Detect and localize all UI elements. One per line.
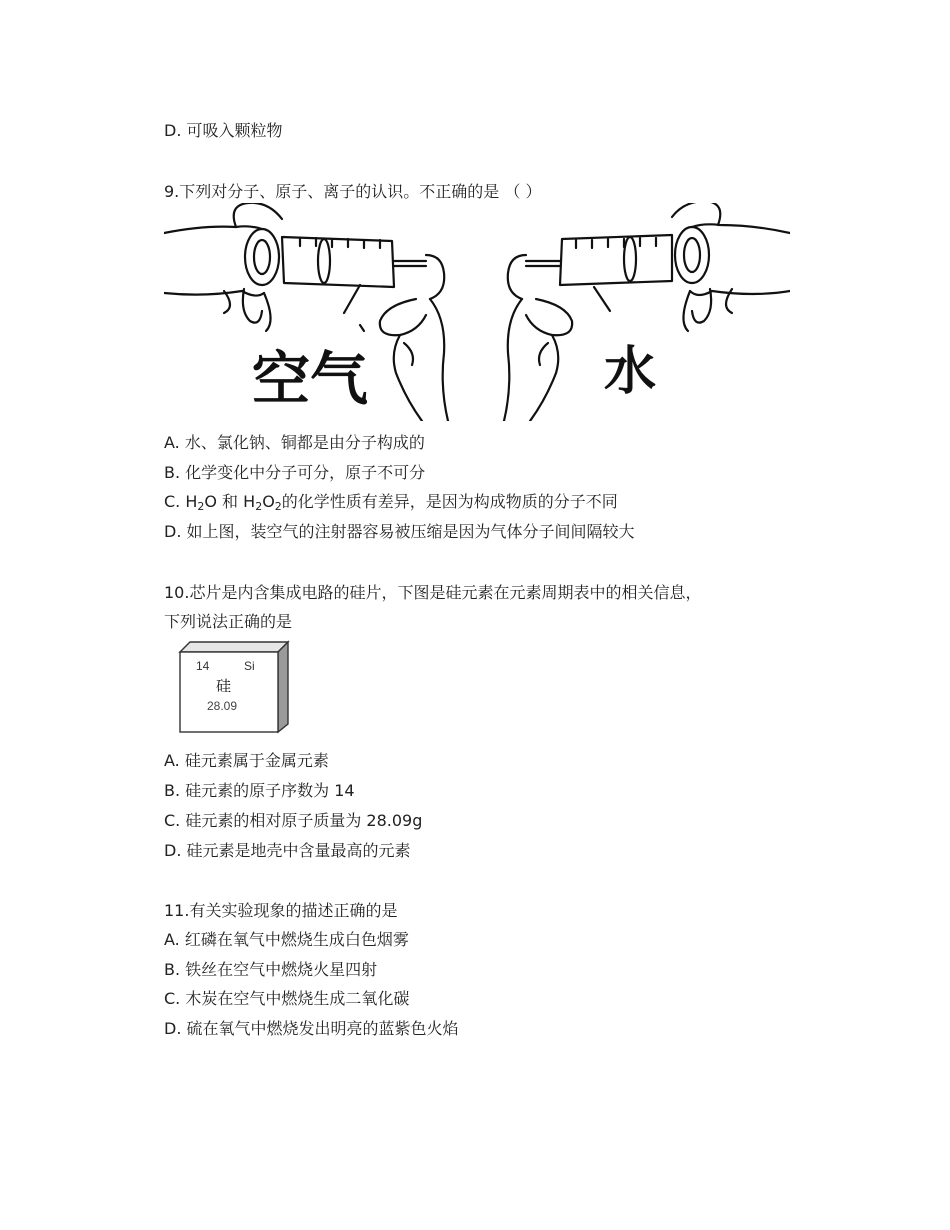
element-symbol: Si xyxy=(244,659,255,673)
q10-stem-line2: 下列说法正确的是 xyxy=(164,612,293,631)
right-figure-label: 水 xyxy=(604,341,657,402)
q10-option-b: B. 硅元素的原子序数为 14 xyxy=(164,781,355,800)
q10-option-c: C. 硅元素的相对原子质量为 28.09g xyxy=(164,811,423,830)
atomic-mass: 28.09 xyxy=(207,699,238,713)
q9-option-d: D. 如上图，装空气的注射器容易被压缩是因为气体分子间间隔较大 xyxy=(164,522,635,541)
q8-option-d: D. 可吸入颗粒物 xyxy=(164,121,283,140)
q10-option-d: D. 硅元素是地壳中含量最高的元素 xyxy=(164,841,411,860)
q10-stem-line1: 10.芯片是内含集成电路的硅片，下图是硅元素在元素周期表中的相关信息， xyxy=(164,583,702,602)
q11-option-c: C. 木炭在空气中燃烧生成二氧化碳 xyxy=(164,989,410,1008)
silicon-element-card xyxy=(176,640,290,734)
element-name: 硅 xyxy=(216,677,232,695)
q9-stem: 9.下列对分子、原子、离子的认识。不正确的是 （ ） xyxy=(164,182,542,201)
q11-stem: 11.有关实验现象的描述正确的是 xyxy=(164,901,398,920)
q11-option-b: B. 铁丝在空气中燃烧火星四射 xyxy=(164,960,378,979)
syringe-compression-figure xyxy=(164,203,790,421)
atomic-number: 14 xyxy=(196,659,210,673)
q11-option-d: D. 硫在氧气中燃烧发出明亮的蓝紫色火焰 xyxy=(164,1019,459,1038)
left-figure-label: 空气 xyxy=(252,345,369,413)
q11-option-a: A. 红磷在氧气中燃烧生成白色烟雾 xyxy=(164,930,409,949)
q10-option-a: A. 硅元素属于金属元素 xyxy=(164,751,329,770)
q9-option-c: C. $H_2O$ 和 $H_2O_2$的化学性质有差异，是因为构成物质的分子不同 xyxy=(164,492,618,513)
q9-option-b: B. 化学变化中分子可分，原子不可分 xyxy=(164,463,426,482)
q9-option-a: A. 水、氯化钠、铜都是由分子构成的 xyxy=(164,433,425,452)
